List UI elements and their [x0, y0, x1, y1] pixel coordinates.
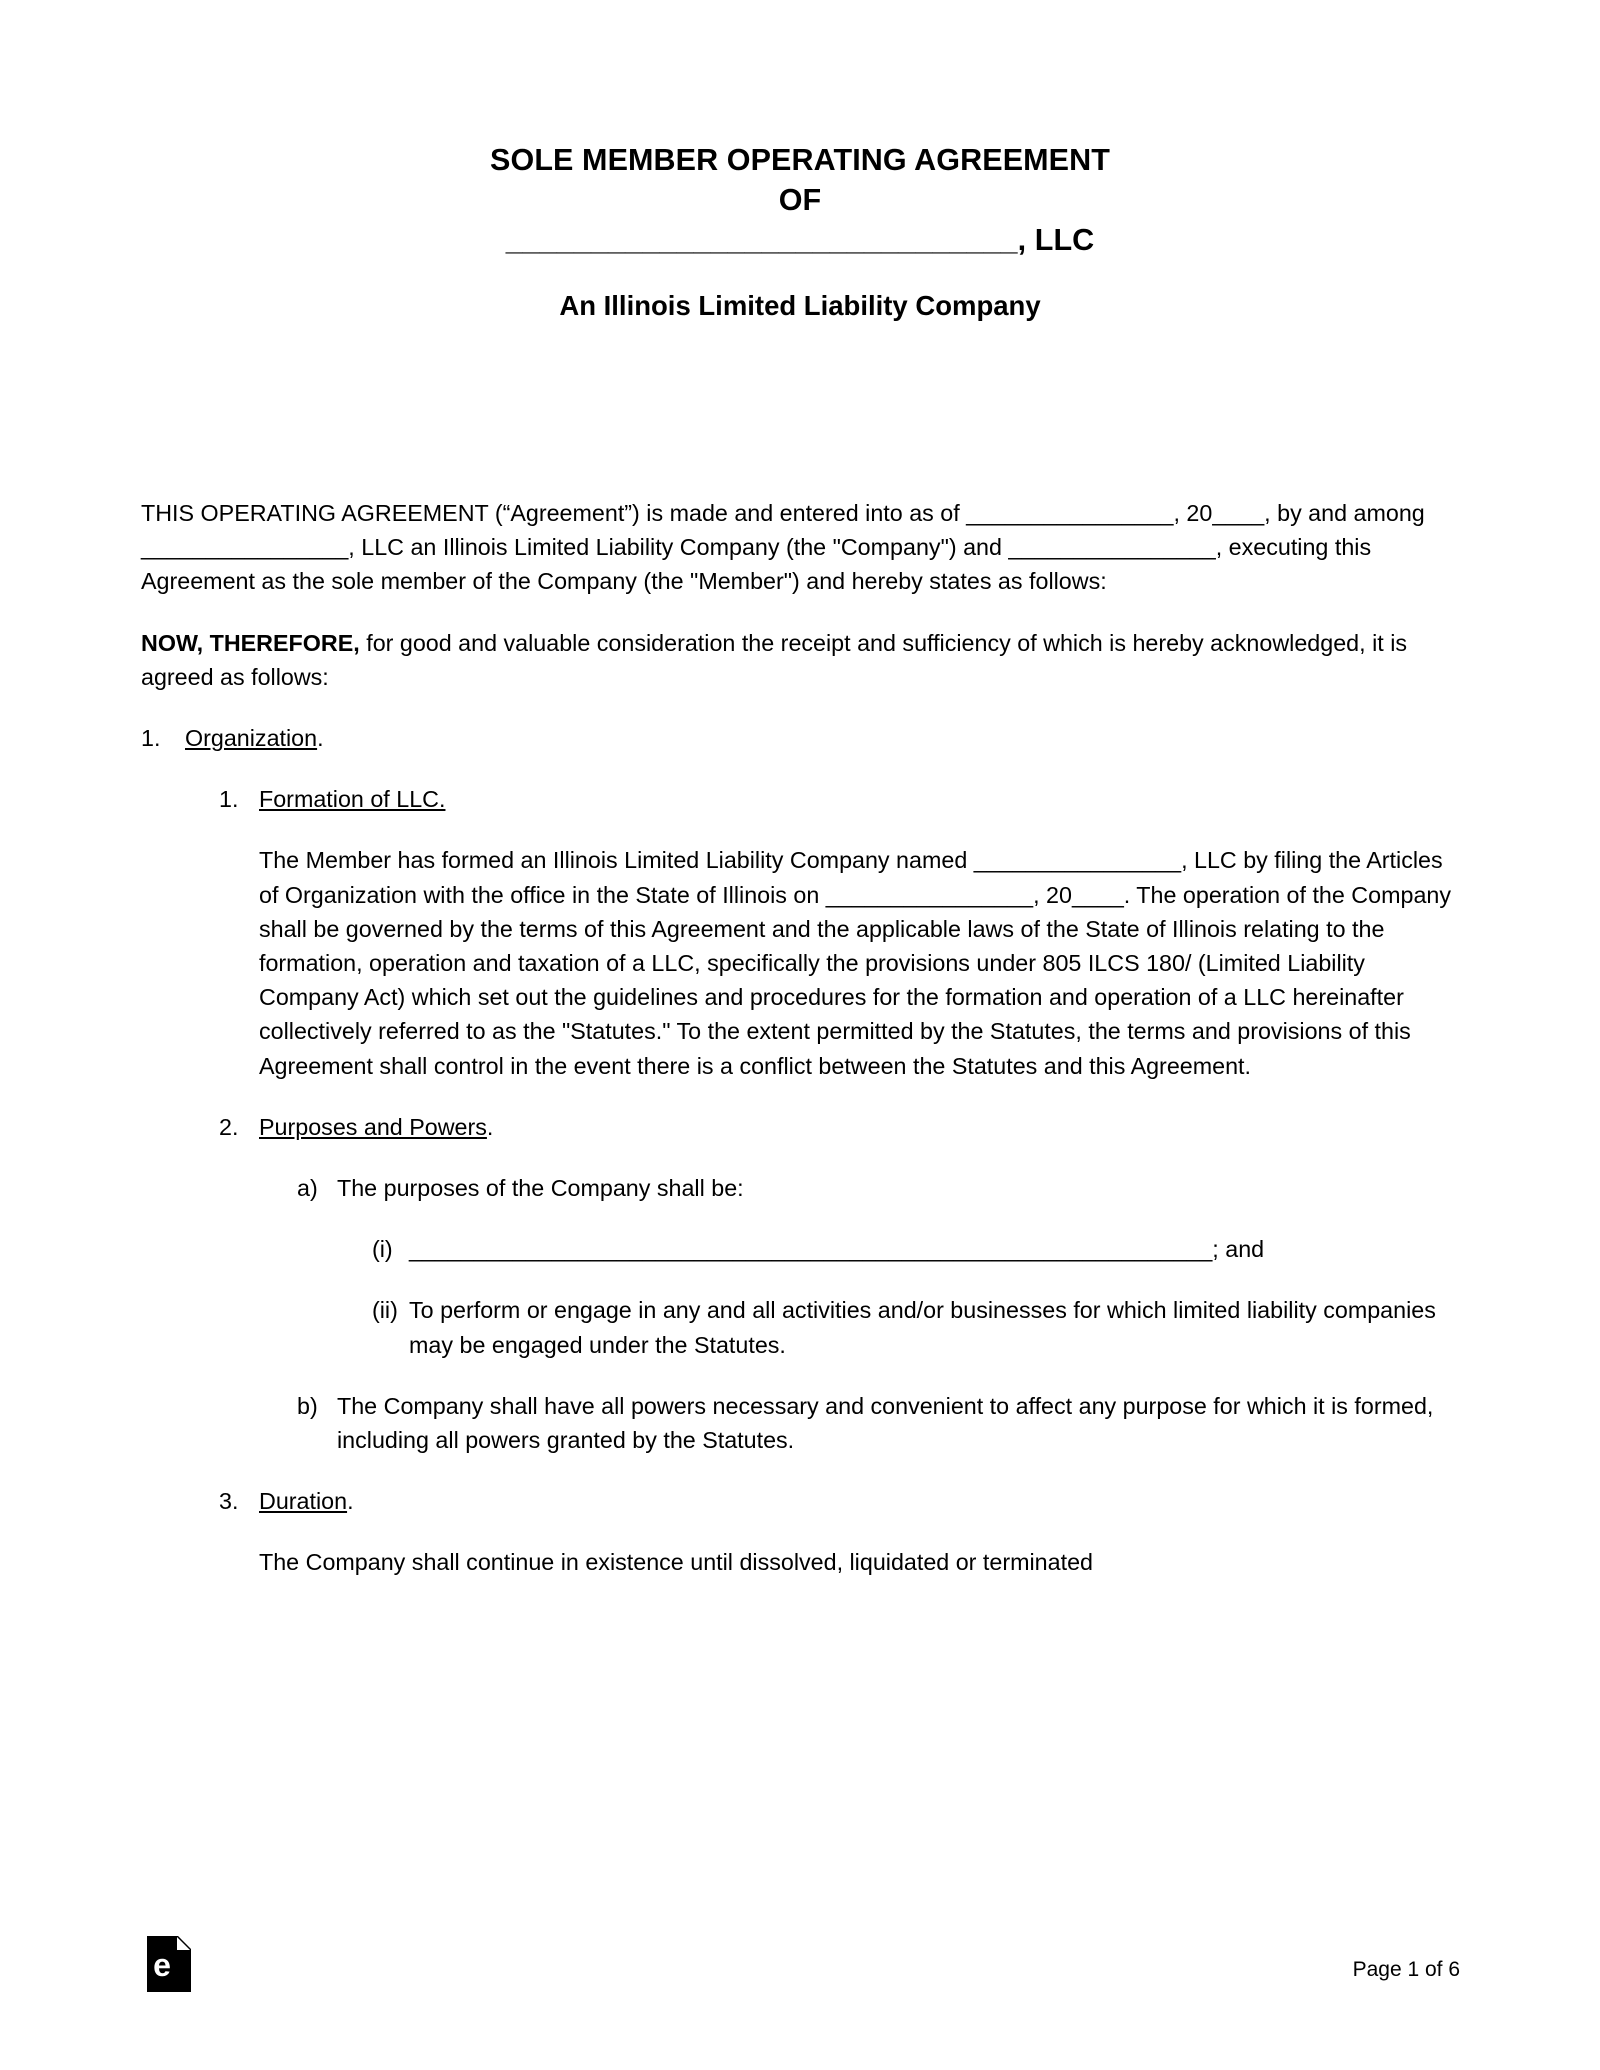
now-therefore-paragraph: [141, 626, 1461, 694]
section-heading-text: Organization: [185, 725, 318, 752]
section-list: [141, 721, 1461, 1580]
subsection-heading-purposes-and-powers: [259, 1110, 1461, 1144]
subsection-duration: [219, 1484, 1461, 1579]
purposes-subitem-list: [337, 1232, 1461, 1362]
page-title-line-1: SOLE MEMBER OPERATING AGREEMENT: [490, 143, 1110, 177]
subsection-heading-formation-of-llc: [259, 782, 1461, 816]
subsection-heading-text: Formation of LLC.: [259, 786, 446, 813]
purposes-subitem-i: [372, 1232, 1461, 1266]
intro-paragraph: THIS OPERATING AGREEMENT (“Agreement”) is made and entered into as of ________________, 20____, by and among ________________, LLC an Illinois Limited Liability Company (the "Company") and ________________, executing this Agreement as the sole member of the Company (the "Member") and hereby states as follows:: [141, 500, 1425, 595]
subsection-body-duration: The Company shall continue in existence until dissolved, liquidated or terminated: [259, 1549, 1093, 1576]
section-heading-period: .: [317, 725, 324, 752]
subsection-purposes-and-powers: [219, 1110, 1461, 1457]
subsection-list: [185, 782, 1461, 1579]
document-title-block: [0, 140, 1600, 260]
purposes-item-b: [297, 1389, 1461, 1457]
purposes-item-text-a: The purposes of the Company shall be:: [337, 1175, 744, 1202]
subsection-heading-text: Duration: [259, 1488, 348, 1515]
purposes-item-a: [297, 1171, 1461, 1362]
eforms-logo-icon[interactable]: [147, 1936, 191, 1992]
purposes-subitem-marker-i: (i): [372, 1236, 393, 1263]
subsection-marker-2: 2.: [219, 1113, 239, 1140]
purposes-item-text-b: The Company shall have all powers necessary and convenient to affect any purpose for which it is formed, including all powers granted by the Statutes.: [337, 1392, 1434, 1454]
section-heading-organization: [185, 721, 1461, 755]
section-marker-1: 1.: [141, 725, 161, 752]
subsection-formation-of-llc: [219, 782, 1461, 1083]
page-title-line-3-company-blank: ______________________________, LLC: [505, 223, 1095, 257]
subsection-heading-duration: [259, 1484, 1461, 1518]
purposes-item-list: [259, 1171, 1461, 1457]
svg-text:e: e: [153, 1947, 171, 1983]
purposes-subitem-text-ii: To perform or engage in any and all activities and/or businesses for which limited liability companies may be engaged under the Statutes.: [409, 1297, 1436, 1358]
now-therefore-label: NOW, THEREFORE,: [141, 629, 360, 656]
purposes-item-marker-a: a): [297, 1175, 318, 1202]
subsection-heading-text: Purposes and Powers: [259, 1113, 487, 1140]
document-subtitle: An Illinois Limited Liability Company: [559, 290, 1041, 321]
purposes-subitem-ii: [372, 1293, 1461, 1361]
subsection-heading-period: .: [347, 1488, 354, 1515]
subsection-marker-3: 3.: [219, 1488, 239, 1515]
document-body: [141, 496, 1461, 1580]
purposes-subitem-marker-ii: (ii): [372, 1297, 398, 1324]
purposes-subitem-text-i-blank: ______________________________________________________________; and: [409, 1236, 1265, 1263]
page-number-footer: Page 1 of 6: [1352, 1958, 1460, 1981]
purposes-item-marker-b: b): [297, 1392, 318, 1419]
section-organization: [141, 721, 1461, 1580]
subsection-marker-1: 1.: [219, 786, 239, 813]
now-therefore-text: for good and valuable consideration the receipt and sufficiency of which is hereby acknowledged, it is agreed as follows:: [141, 629, 1408, 690]
subsection-body-formation-of-llc: The Member has formed an Illinois Limited Liability Company named ________________, LLC by filing the Articles of Organization with the office in the State of Illinois on ________________, 20____. The operation of the Company shall be governed by the terms of this Agreement and the applicable laws of the State of Illinois relating to the formation, operation and taxation of a LLC, specifically the provisions under 805 ILCS 180/ (Limited Liability Company Act) which set out the guidelines and procedures for the formation and operation of a LLC hereinafter collectively referred to as the "Statutes." To the extent permitted by the Statutes, the terms and provisions of this Agreement shall control in the event there is a conflict between the Statutes and this Agreement.: [259, 847, 1452, 1079]
page-title-line-2: OF: [778, 183, 822, 217]
subsection-heading-period: .: [486, 1113, 494, 1140]
